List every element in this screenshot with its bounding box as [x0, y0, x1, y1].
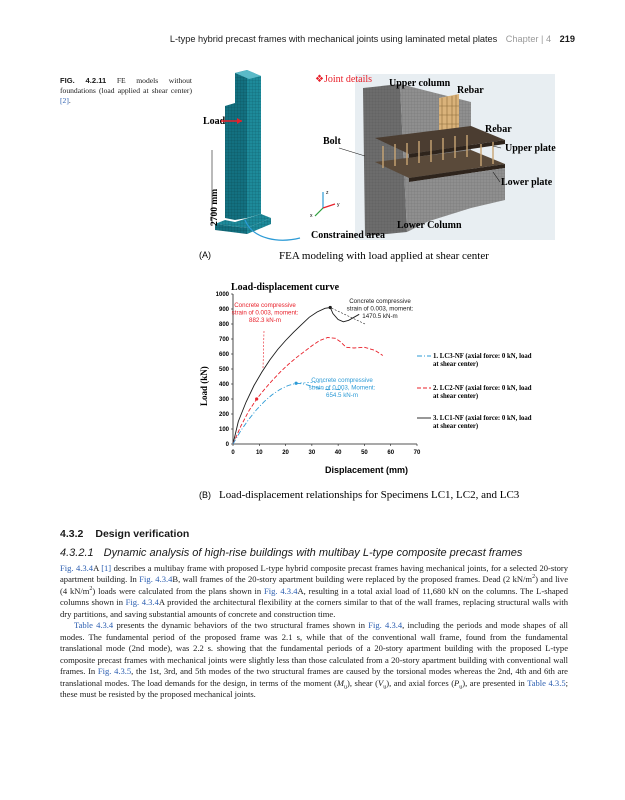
fig-ref-link[interactable]: Fig. 4.3.4 [125, 597, 159, 608]
text-span: ) loads were calculated from the plans shown in [92, 585, 265, 596]
paragraph-2 [60, 620, 568, 700]
upper-column-label: Upper column [389, 78, 451, 89]
text-span: B, wall frames of the 20-story apartment building were replaced by the proposed frames. Dead (2 kN/m [172, 574, 533, 585]
lower-column-label: Lower Column [397, 220, 462, 231]
caption-label: FIG. 4.2.11 [60, 76, 107, 85]
text-span: A [93, 563, 102, 573]
axis-z-label: z [326, 190, 329, 196]
lower-plate-label: Lower plate [501, 177, 553, 188]
chart-title: Load-displacement curve [231, 282, 340, 293]
ann-red-text: strain of 0.003, moment: [231, 309, 299, 317]
text-span: describes a multibay frame with proposed L-type hybrid composite precast frames having mechanical joints, for a selected 20-story apartment building. In [60, 563, 568, 585]
caption-end: . [68, 96, 71, 105]
x-tick-label: 70 [413, 450, 421, 456]
text-span: ) and live (4 kN/m [60, 574, 568, 596]
joint-details-title: ❖Joint details [315, 74, 373, 85]
ann-red-leader [263, 331, 264, 368]
y-tick-label: 1000 [215, 292, 229, 298]
axis-x-label: x [310, 213, 313, 219]
series-line-lc3 [233, 308, 359, 445]
italic-symbol: V [377, 677, 384, 688]
x-tick-label: 0 [231, 450, 235, 456]
subscript: u [344, 684, 348, 691]
y-tick-label: 0 [225, 442, 229, 448]
chart-ylabel: Load (kN) [199, 366, 209, 406]
rebar-label-mid: Rebar [485, 124, 512, 135]
panel-b-label: (B) [199, 490, 211, 500]
section-number: 4.3.2 [60, 528, 84, 540]
panel-a-subtitle: FEA modeling with load applied at shear center [279, 250, 489, 262]
ann-black-text: strain of 0.003, moment: [346, 305, 414, 313]
x-tick-label: 40 [334, 450, 342, 456]
figure-b-chart [195, 276, 585, 501]
figure-caption [60, 76, 192, 106]
text-span: ), and axial forces ( [386, 677, 455, 688]
section-title: Design verification [95, 528, 190, 540]
text-span: A provided the architectural flexibility at the corners similar to that of the wall frames, replacing structural walls with dry partitions, and saving substantial amounts of concrete and construction time. [60, 597, 568, 619]
text-span: A, resulting in a total axial load of 11,680 kN on the columns. The L-shaped columns shown in [60, 585, 568, 608]
chapter-label: Chapter | 4 [505, 34, 552, 44]
legend-entry-1-cont: at shear center) [433, 361, 479, 368]
axis-y-label: y [337, 202, 340, 208]
ann-blue-text: 654.5 kN-m [326, 392, 358, 399]
fig-ref-link[interactable]: Fig. 4.3.5 [97, 666, 132, 677]
upper-plate-label: Upper plate [505, 143, 556, 154]
caption-ref-link[interactable]: [2] [60, 96, 69, 105]
x-tick-label: 60 [387, 450, 395, 456]
subscript: u [459, 684, 463, 691]
text-span: , the 1st, 3rd, and 5th modes of the two structural frames are caused by the torsional modes whereas the 2nd, 4th and 6th are translational modes. The load demands for the design, in terms of the moment ( [60, 666, 568, 688]
superscript: 2 [89, 586, 93, 593]
italic-symbol: P [454, 677, 460, 688]
chart-xlabel: Displacement (mm) [325, 465, 409, 475]
rebar-label-top: Rebar [457, 85, 484, 96]
text-span: , including the periods and mode shapes of all modes. The fundamental period of the proposed frame was 2.1 s, while that of the conventional wall frame, found from the fundamental translational mode (2nd mode), was 2.2 s. showing that the fundamental periods of a 20-story apartment building with the proposed L-type composite precast frames with mechanical joints were slightly less than those calculated from a 20-story apartment building with conventional wall frames. In [60, 620, 568, 677]
body-text [60, 563, 568, 700]
fig-ref-link[interactable]: Fig. 4.3.4 [139, 574, 173, 585]
fig-ref-link[interactable]: Fig. 4.3.4 [368, 620, 403, 631]
ann-black-text: 1470.5 kN-m [362, 313, 398, 320]
y-tick-label: 500 [218, 367, 229, 373]
chart-legend [417, 353, 532, 430]
subscript: u [383, 684, 387, 691]
text-span: presents the dynamic behaviors of the two structural frames shown in [113, 620, 369, 631]
page-number: 219 [559, 34, 575, 44]
legend-entry-2: 2. LC2-NF (axial force: 0 kN, load [433, 385, 532, 392]
italic-symbol: M [336, 677, 345, 688]
caption-text: FE models without foundations (load applied at shear center) [60, 76, 192, 95]
y-tick-label: 200 [218, 412, 229, 418]
x-tick-label: 20 [282, 450, 289, 456]
column-model [215, 70, 271, 234]
section-heading [60, 528, 189, 540]
running-title: L-type hybrid precast frames with mechanical joints using laminated metal plates [169, 34, 498, 44]
y-tick-label: 800 [218, 322, 229, 328]
citation-link[interactable]: [1] [101, 563, 112, 573]
legend-entry-3-cont: at shear center) [433, 423, 479, 430]
load-label: Load [203, 116, 226, 127]
x-tick-label: 50 [361, 450, 368, 456]
ann-blue-text: strain of 0.003, Moment: [308, 384, 376, 392]
legend-entry-3: 3. LC1-NF (axial force: 0 kN, load [433, 415, 532, 422]
y-tick-label: 600 [218, 352, 229, 358]
paragraph-1 [60, 563, 568, 620]
y-tick-label: 400 [218, 382, 229, 388]
text-span: ), are presented in [462, 677, 528, 688]
height-label: 2700 mm [210, 188, 220, 226]
subsection-number: 4.3.2.1 [60, 547, 94, 559]
y-tick-label: 300 [218, 397, 229, 403]
legend-entry-1: 1. LC3-NF (axial force: 0 kN, load [433, 353, 532, 360]
ann-red-text: Concrete compressive [234, 302, 296, 309]
subsection-title: Dynamic analysis of high-rise buildings with multibay L-type composite precast frames [103, 547, 523, 559]
legend-entry-2-cont: at shear center) [433, 393, 479, 400]
chart-annotations [232, 298, 414, 399]
superscript: 2 [532, 574, 536, 581]
ann-red-text: 882.3 kN-m [249, 317, 281, 324]
x-tick-label: 10 [255, 450, 263, 456]
chart-series [233, 306, 383, 444]
table-ref-link[interactable]: Table 4.3.4 [74, 620, 114, 631]
fig-ref-link[interactable]: Fig. 4.3.4 [60, 563, 94, 573]
strain-point-2 [255, 397, 258, 400]
subsection-heading [60, 547, 522, 559]
bolt-label: Bolt [323, 136, 341, 147]
y-tick-label: 900 [218, 307, 229, 313]
ann-blue-text: Concrete compressive [311, 377, 373, 384]
ann-black-text: Concrete compressive [349, 298, 411, 305]
constrained-area-label: Constrained area [311, 230, 385, 241]
y-tick-label: 700 [218, 337, 229, 343]
text-span: ), shear ( [347, 677, 378, 688]
text-span: ; these must be resisted by the proposed mechanical joints. [60, 677, 568, 699]
panel-a-label: (A) [199, 250, 211, 260]
joint-detail [355, 74, 555, 240]
table-ref-link[interactable]: Table 4.3.5 [527, 677, 566, 688]
panel-b-subtitle: Load-displacement relationships for Specimens LC1, LC2, and LC3 [219, 489, 520, 501]
y-tick-label: 100 [218, 427, 229, 433]
fig-ref-link[interactable]: Fig. 4.3.4 [264, 585, 298, 596]
running-header [60, 34, 575, 48]
axis-triad-icon [315, 192, 335, 216]
x-tick-label: 30 [308, 450, 316, 456]
figure-a [195, 68, 585, 273]
